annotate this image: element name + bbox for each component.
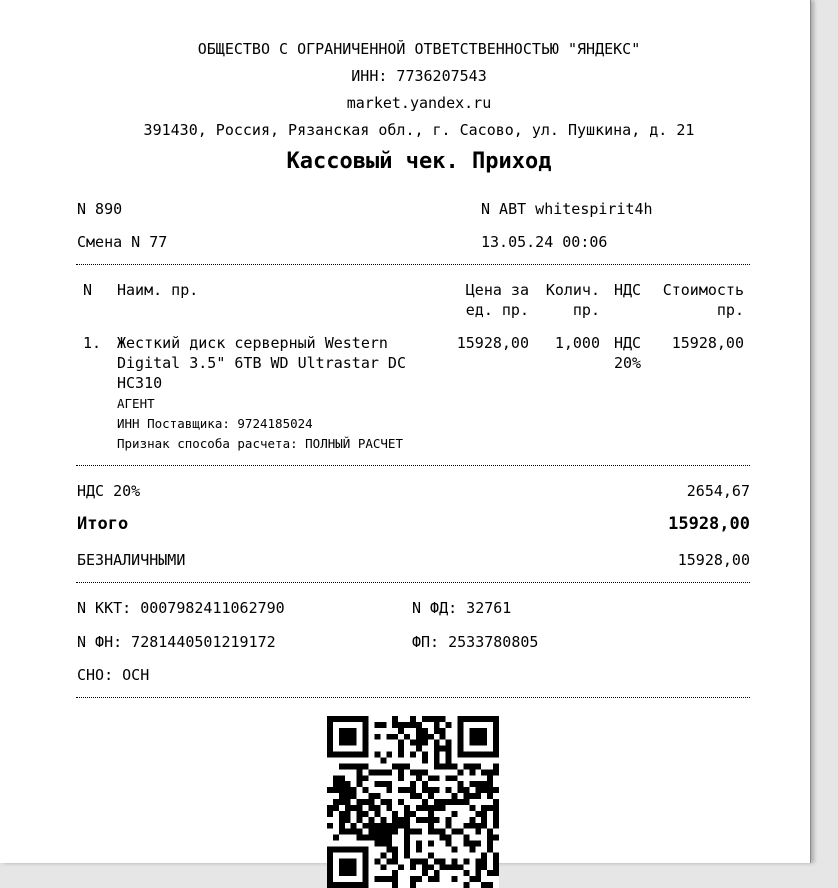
org-address: 391430, Россия, Рязанская обл., г. Сасово, ул. Пушкина, д. 21 <box>143 121 695 139</box>
col-header-qty-2: пр. <box>572 301 600 319</box>
col-header-price-2: ед. пр. <box>465 301 529 319</box>
item-name-line-1: Жесткий диск серверный Western <box>117 334 388 352</box>
org-name: ОБЩЕСТВО С ОГРАНИЧЕННОЙ ОТВЕТСТВЕННОСТЬЮ "ЯНДЕКС" <box>197 40 641 58</box>
col-header-name: Наим. пр. <box>117 281 199 299</box>
item-agent: АГЕНТ <box>117 396 155 411</box>
org-inn: ИНН: 7736207543 <box>351 67 487 85</box>
col-header-cost-2: пр. <box>716 301 744 319</box>
item-name-line-3: HC310 <box>117 374 163 392</box>
separator <box>76 465 750 466</box>
item-qty: 1,000 <box>554 334 600 352</box>
receipt-datetime: 13.05.24 00:06 <box>481 233 608 251</box>
cashless-value: 15928,00 <box>677 551 750 569</box>
shift-number: Смена N 77 <box>77 233 168 251</box>
col-header-vat: НДС <box>614 281 642 299</box>
qr-code-icon <box>327 716 499 888</box>
col-header-qty: Колич. <box>545 281 600 299</box>
auto-number: N АВТ whitespirit4h <box>481 200 653 218</box>
col-header-n: N <box>83 281 93 299</box>
sno-value: СНО: ОСН <box>77 666 150 684</box>
vat-label: НДС 20% <box>77 482 141 500</box>
receipt-number: N 890 <box>77 200 123 218</box>
fp-number: ФП: 2533780805 <box>412 633 539 651</box>
org-site: market.yandex.ru <box>346 94 492 112</box>
fd-number: N ФД: 32761 <box>412 599 512 617</box>
separator <box>76 582 750 583</box>
item-number: 1. <box>83 334 102 352</box>
item-payment-method: Признак способа расчета: ПОЛНЫЙ РАСЧЕТ <box>117 436 403 451</box>
total-label: Итого <box>77 514 129 534</box>
fn-number: N ФН: 7281440501219172 <box>77 633 276 651</box>
item-name-line-2: Digital 3.5" 6TB WD Ultrastar DC <box>117 354 406 372</box>
separator <box>76 697 750 698</box>
item-supplier-inn: ИНН Поставщика: 9724185024 <box>117 416 313 431</box>
col-header-cost: Стоимость <box>662 281 744 299</box>
kkt-number: N ККТ: 0007982411062790 <box>77 599 285 617</box>
item-price: 15928,00 <box>456 334 529 352</box>
receipt-title: Кассовый чек. Приход <box>286 149 552 174</box>
item-vat: НДС <box>614 334 642 352</box>
vat-value: 2654,67 <box>686 482 750 500</box>
cashless-label: БЕЗНАЛИЧНЫМИ <box>77 551 186 569</box>
total-value: 15928,00 <box>668 514 750 534</box>
item-vat-rate: 20% <box>614 354 642 372</box>
separator <box>76 264 750 265</box>
item-cost: 15928,00 <box>671 334 744 352</box>
col-header-price: Цена за <box>465 281 529 299</box>
